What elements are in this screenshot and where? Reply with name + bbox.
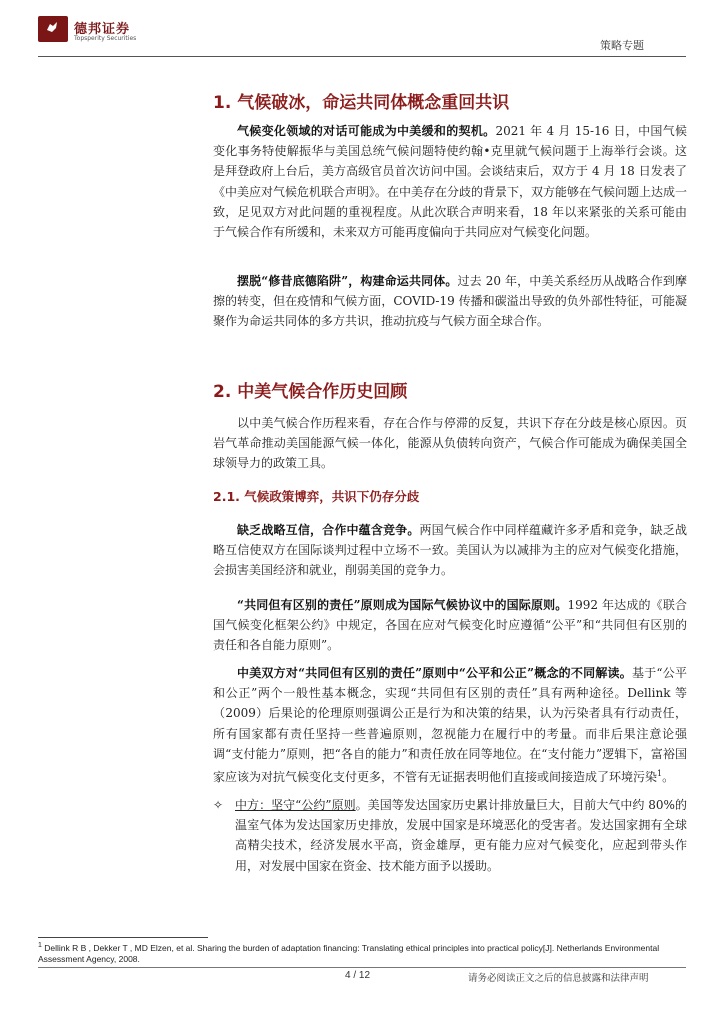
paragraph-lead: 摆脱“修昔底德陷阱”，构建命运共同体。 [237,274,458,288]
section-1-paragraph-1 [213,121,687,242]
section-2-1-paragraph-1 [213,520,687,581]
section-2-1-heading: 2.1. 气候政策博弈，共识下仍存分歧 [213,489,420,504]
diamond-bullet-icon: ✧ [213,798,224,812]
section-2-paragraph-1: 以中美气候合作历程来看，存在合作与停滞的反复，共识下存在分歧是核心原因。页岩气革命推动美国能源气候一体化，能源从负债转向资产，气候合作可能成为确保美国全球领导力的政策工具。 [213,416,687,471]
paragraph-body: 1992 年达成的《联合国气候变化框架公约》中规定，各国在应对气候变化时应遵循“公平”和“共同但有区别的责任和各自能力原则”。 [213,598,688,653]
paragraph-lead: 中美双方对“共同但有区别的责任”原则中“公平和公正”概念的不同解读。 [237,666,632,680]
paragraph-body: 两国气候合作中同样蕴藏许多矛盾和竞争，缺乏战略互信使双方在国际谈判过程中立场不一致。美国认为以减排为主的应对气候变化措施，会损害美国经济和就业，削弱美国的竞争力。 [213,523,687,578]
footer-divider [38,967,686,968]
footnote-divider [38,937,208,938]
bullet-item [213,795,687,876]
bull-logo-icon [45,20,59,34]
paragraph-body: 基于“公平和公正”两个一般性基本概念，实现“共同但有区别的责任”具有两种途径。Dellink 等（2009）后果论的伦理原则强调公正是行为和决策的结果，认为污染者具有行动责任，所有国家都有责任坚持一些普遍原则，忽视能力在履行中的考量。而非后果注意论强调“支付能力”原则，把“各自的能力”和责任放在同等地位。在“支付能力”逻辑下，富裕国家应该为对抗气候变化支付更多，不管有无证据表明他们直接或间接造成了环境污染 [213,666,687,785]
section-2-heading: 2. 中美气候合作历史回顾 [213,382,408,402]
footnote-ref[interactable]: 1 [657,769,663,779]
header-divider [38,56,686,57]
section-2-1-paragraph-2 [213,595,687,656]
paragraph-lead: 气候变化领域的对话可能成为中美缓和的契机。 [237,124,496,138]
bullet-label: 中方：坚守“公约”原则 [235,798,356,812]
section-2-1-paragraph-3 [213,663,687,787]
page-number: 4 / 12 [345,970,371,981]
paragraph-lead: “共同但有区别的责任”原则成为国际气候协议中的国际原则。 [237,598,568,612]
section-1-heading: 1. 气候破冰，命运共同体概念重回共识 [213,93,510,113]
footnote [38,940,678,965]
logo-text: 德邦证券 [74,22,131,37]
paragraph-end: 。 [662,770,675,785]
logo-subtext: Topsperity Securities [74,35,137,42]
doc-type-label: 策略专题 [600,39,644,52]
paragraph-body: 2021 年 4 月 15-16 日，中国气候变化事务特使解振华与美国总统气候问题特使约翰•克里就气候问题于上海举行会谈。这是拜登政府上台后，美方高级官员首次访问中国。会谈结束后，双方于 4 月 18 日发表了《中美应对气候危机联合声明》。在中美存在分歧的背景下，双方能够在气候问题上达成一致，足见双方对此问题的重视程度。从此次联合声明来看，18 年以来紧张的关系可能由于气候合作有所缓和，未来双方可能再度偏向于共同应对气候变化问题。 [213,124,688,240]
disclaimer-text: 请务必阅读正文之后的信息披露和法律声明 [468,973,649,984]
footnote-number: 1 [38,942,42,949]
section-1-paragraph-2 [213,271,687,332]
paragraph-lead: 缺乏战略互信，合作中蕴含竞争。 [237,523,420,537]
footnote-text: Dellink R B , Dekker T , MD Elzen, et al. Sharing the burden of adaptation financing: Translating ethical principles into practical policy[J]. Netherlands Environmental Assessment Agency, 2008. [38,942,660,964]
bullet-body: 。美国等发达国家历史累计排放量巨大，目前大气中约 80%的温室气体为发达国家历史排放，发展中国家是环境恶化的受害者。发达国家拥有全球高精尖技术，经济发展水平高，资金雄厚，更有能力应对气候变化，应起到带头作用，对发展中国家在资金、技术能方面予以援助。 [235,798,687,873]
paragraph-body: 过去 20 年，中美关系经历从战略合作到摩擦的转变，但在疫情和气候方面，COVID-19 传播和碳溢出导致的负外部性特征，可能凝聚作为命运共同体的多方共识，推动抗疫与气候方面全球合作。 [213,274,688,329]
